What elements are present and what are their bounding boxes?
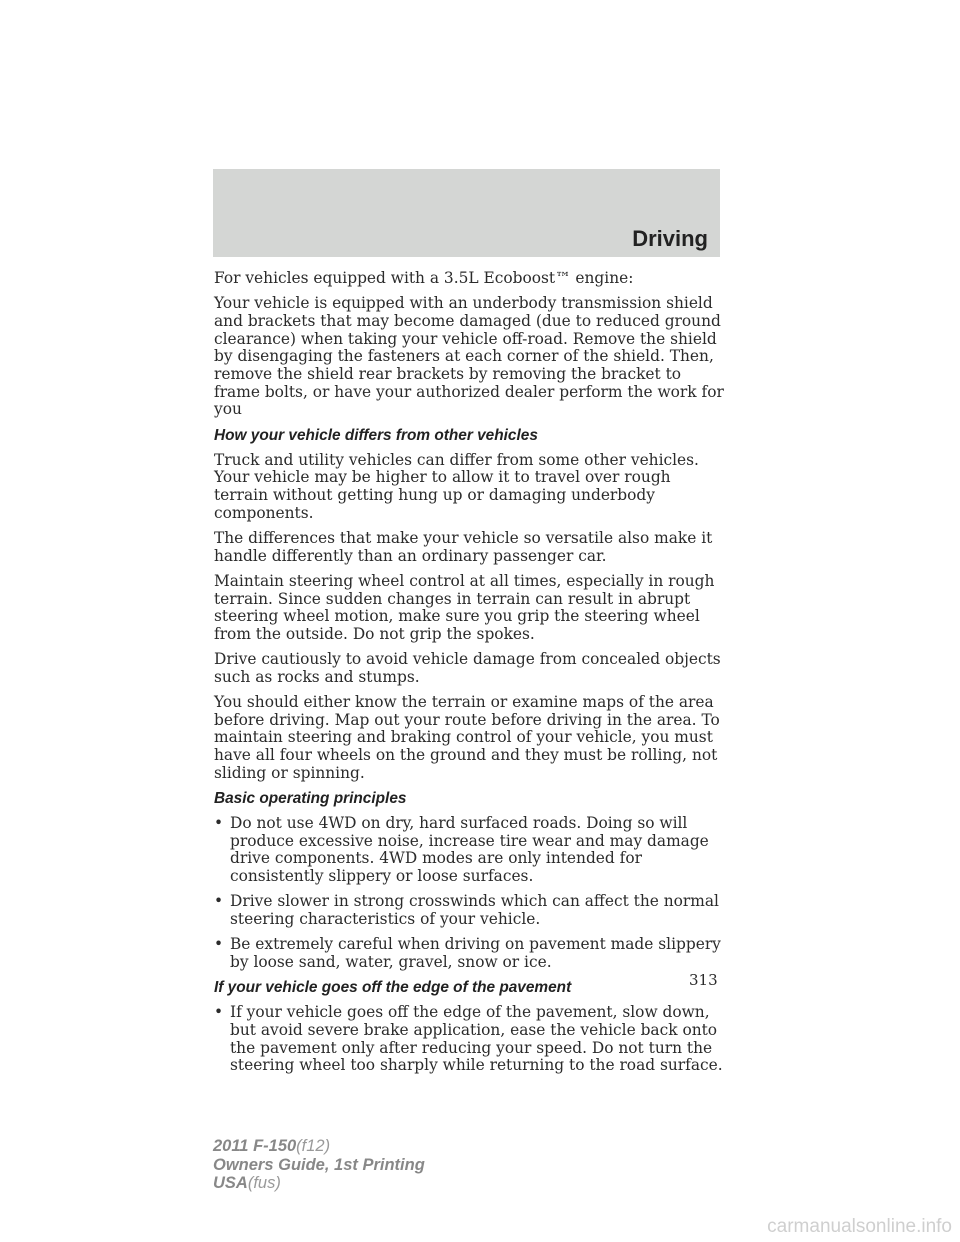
basic-principles-list [214, 815, 724, 972]
cautious-paragraph: Drive cautiously to avoid vehicle damage from concealed objects such as rocks and stumps. [214, 650, 721, 686]
print-footer [213, 1137, 425, 1193]
ecoboost-intro: For vehicles equipped with a 3.5L Ecoboost™ engine: [214, 269, 634, 287]
shield-paragraph: Your vehicle is equipped with an underbody transmission shield and brackets that may become damaged (due to reduced ground clearance) when taking your vehicle off-road. Remove the shield by disengaging the fasteners at each corner of the shield. Then, remove the shield rear brackets by removing the bracket to frame bolts, or have your authorized dealer perform the work for you [214, 294, 724, 419]
section-title: Driving [632, 226, 708, 251]
footer-guide-line: Owners Guide, 1st Printing [213, 1155, 425, 1174]
footer-model-line: 2011 F-150(f12) [213, 1137, 331, 1155]
section-header-band [213, 169, 720, 257]
bullet-icon: • [214, 814, 224, 833]
off-edge-list [214, 1004, 724, 1075]
heading-vehicle-differs: How your vehicle differs from other vehicles [214, 426, 538, 444]
footer-region-line: USA(fus) [213, 1174, 281, 1192]
list-item: • If your vehicle goes off the edge of the pavement, slow down, but avoid severe brake application, ease the vehicle back onto the pavement only after reducing your speed. Do not turn the steering wheel too sharply while returning to the road surface. [214, 1003, 723, 1075]
differs-paragraph-1: Truck and utility vehicles can differ from some other vehicles. Your vehicle may be higher to allow it to travel over rough terrain without getting hung up or damaging underbody components. [214, 450, 699, 522]
bullet-icon: • [214, 892, 224, 911]
bullet-icon: • [214, 1003, 224, 1022]
page-number: 313 [689, 971, 718, 989]
page-content [214, 270, 724, 1083]
heading-basic-principles: Basic operating principles [214, 790, 407, 808]
steering-paragraph: Maintain steering wheel control at all times, especially in rough terrain. Since sudden changes in terrain can result in abrupt steering wheel motion, make sure you grip the steering wheel from the outside. Do not grip the spokes. [214, 571, 715, 643]
site-watermark: carmanualsonline.info [767, 1216, 952, 1237]
bullet-icon: • [214, 935, 224, 954]
list-item: • Drive slower in strong crosswinds which can affect the normal steering characteristics of your vehicle. [214, 892, 719, 929]
heading-off-edge: If your vehicle goes off the edge of the pavement [214, 979, 572, 997]
differs-paragraph-2: The differences that make your vehicle so versatile also make it handle differently than an ordinary passenger car. [214, 528, 713, 565]
list-item: • Do not use 4WD on dry, hard surfaced roads. Doing so will produce excessive noise, increase tire wear and may damage drive components. 4WD modes are only intended for consistently slippery or loose surfaces. [214, 814, 709, 886]
terrain-paragraph: You should either know the terrain or examine maps of the area before driving. Map out your route before driving in the area. To maintain steering and braking control of your vehicle, you must have all four wheels on the ground and they must be rolling, not sliding or spinning. [214, 693, 720, 782]
list-item: • Be extremely careful when driving on pavement made slippery by loose sand, water, gravel, snow or ice. [214, 935, 721, 971]
